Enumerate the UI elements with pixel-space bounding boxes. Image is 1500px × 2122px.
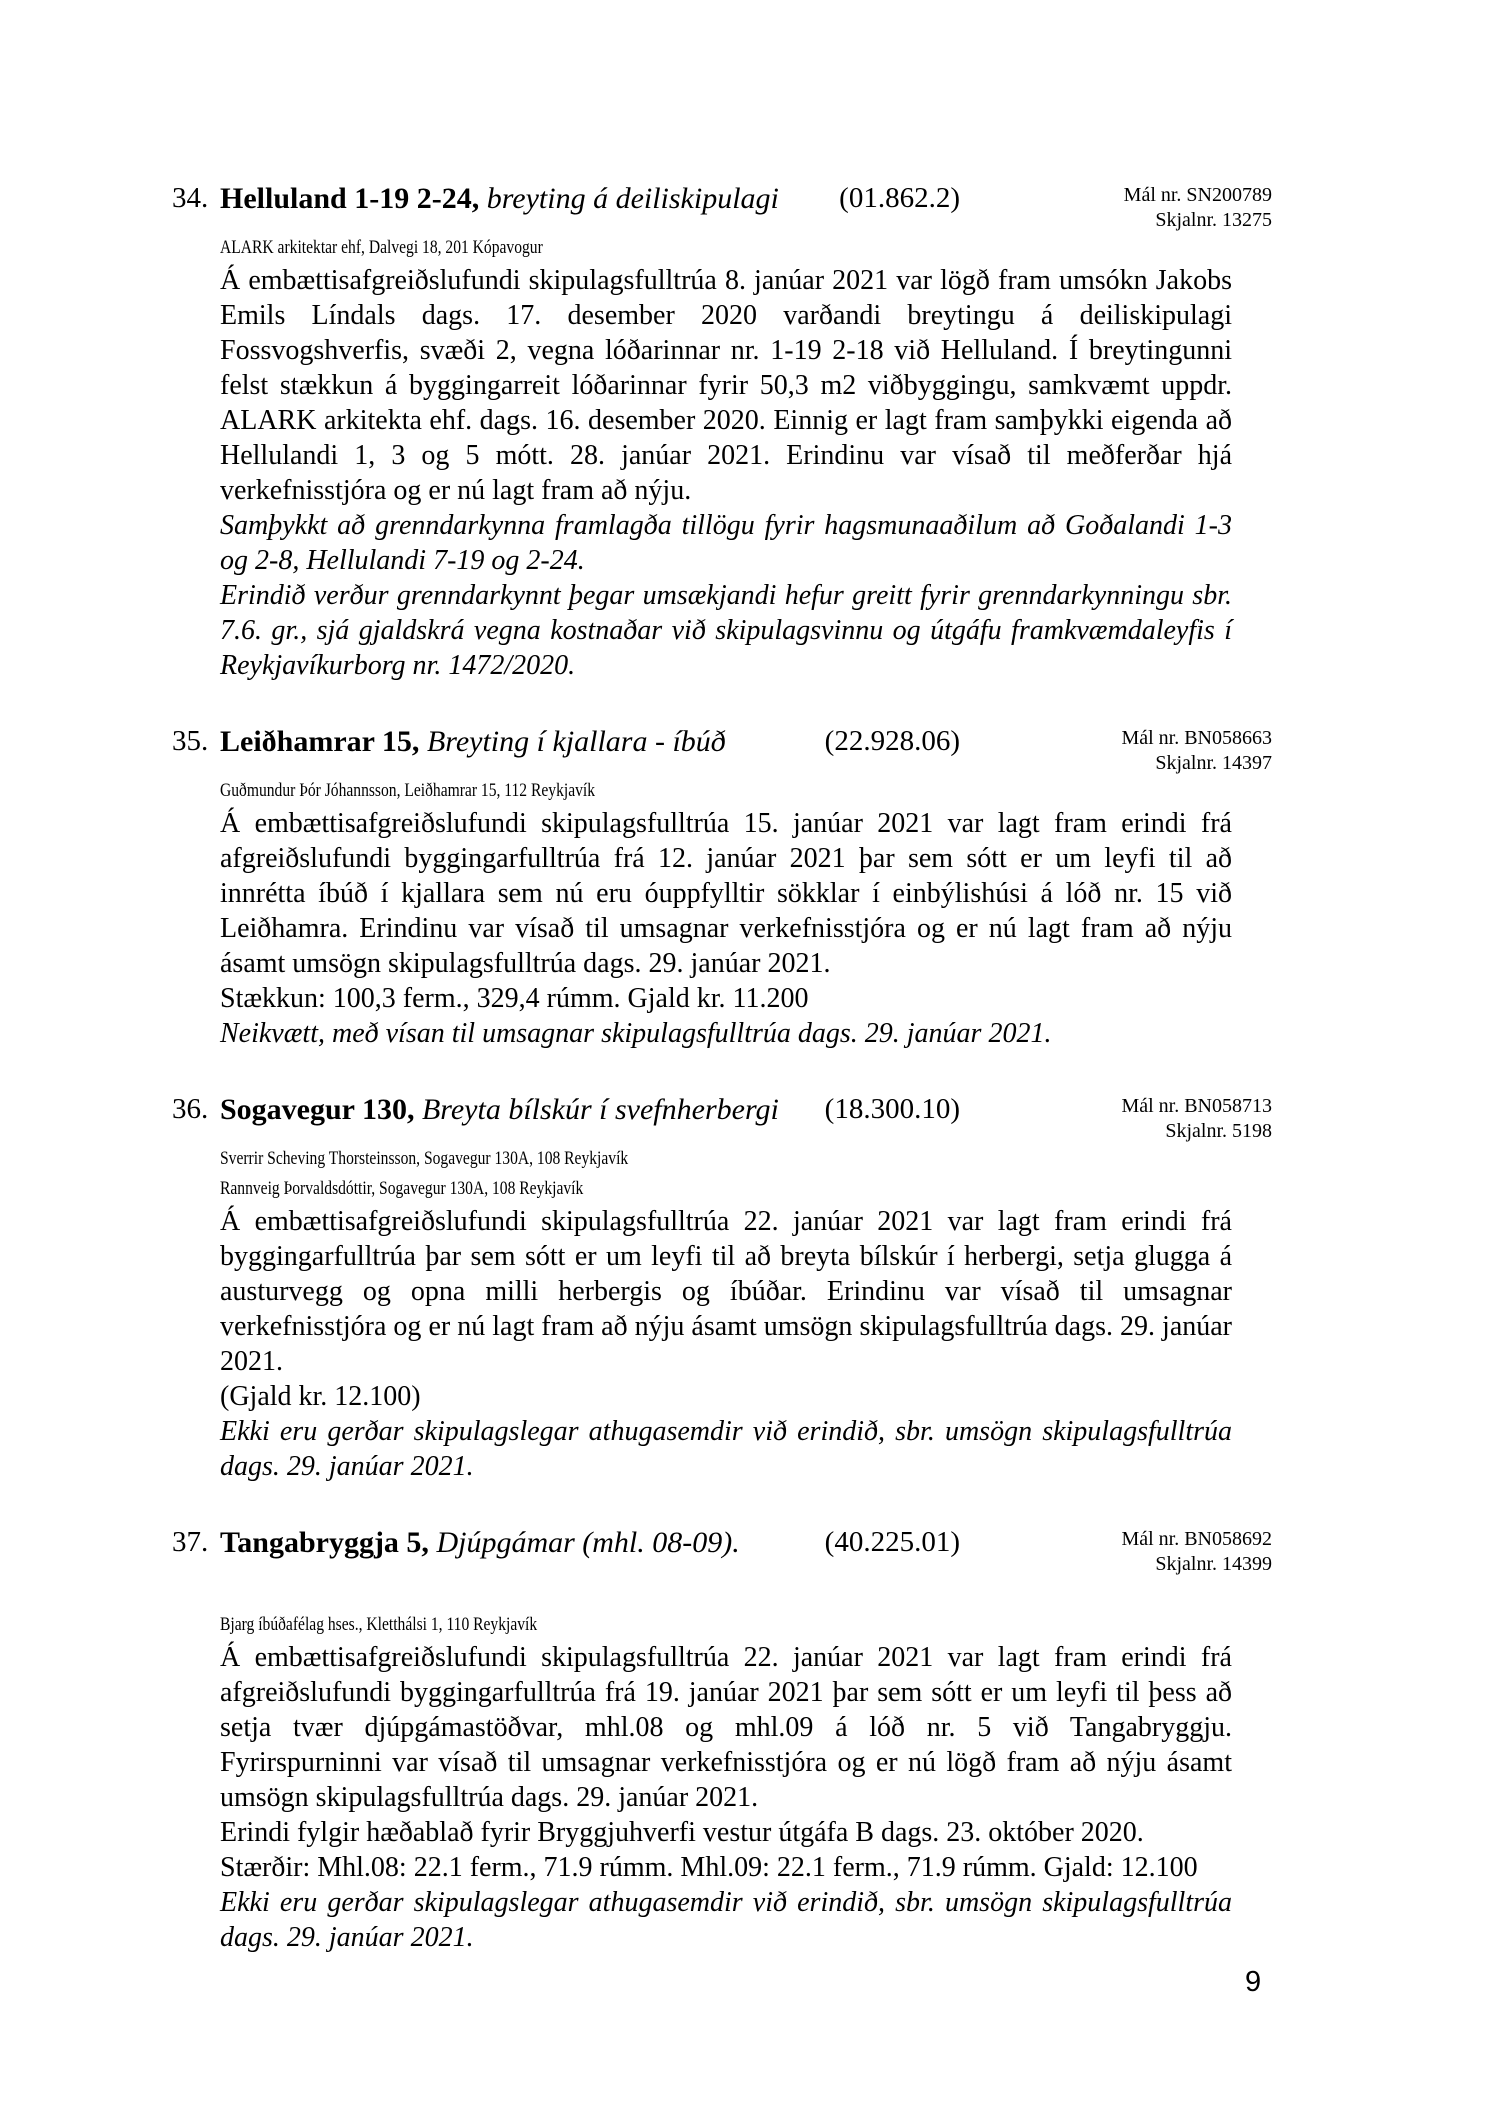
item-title-subject: breyting á deiliskipulagi (486, 182, 779, 215)
item-title (220, 1524, 800, 1561)
item-reference-number: (01.862.2) (839, 182, 960, 214)
item-title-address: Helluland 1-19 2-24, (220, 182, 480, 215)
item-document-number: Skjalnr. 14399 (1155, 1553, 1272, 1575)
item-title (220, 180, 800, 217)
blank-line (220, 1577, 1272, 1610)
item-case-block (960, 1091, 1272, 1144)
item-document-number: Skjalnr. 14397 (1155, 752, 1272, 774)
item-reference-number: (18.300.10) (824, 1093, 960, 1125)
item-content (220, 1524, 1272, 1955)
item-number: 36. (172, 1093, 209, 1125)
applicant-line: Guðmundur Þór Jóhannsson, Leiðhamrar 15, 112 Reykjavík (220, 780, 596, 801)
item-header (220, 1091, 1272, 1144)
item-title (220, 723, 800, 760)
item-case-number: Mál nr. SN200789 (1123, 184, 1272, 206)
decision-paragraph: Neikvætt, með vísan til umsagnar skipulagsfulltrúa dags. 29. janúar 2021. (220, 1018, 1052, 1049)
body-paragraph: Stækkun: 100,3 ferm., 329,4 rúmm. Gjald kr. 11.200 (220, 983, 809, 1014)
applicant-line: Bjarg íbúðafélag hses., Kletthálsi 1, 110 Reykjavík (220, 1614, 538, 1635)
item-applicants (220, 1144, 1272, 1204)
applicant-line: Sverrir Scheving Thorsteinsson, Sogavegur 130A, 108 Reykjavík (220, 1148, 629, 1169)
item-case-number: Mál nr. BN058663 (1121, 727, 1272, 749)
body-paragraph: Erindi fylgir hæðablað fyrir Bryggjuhverfi vestur útgáfa B dags. 23. október 2020. (220, 1817, 1144, 1848)
body-paragraph: Á embættisafgreiðslufundi skipulagsfulltrúa 22. janúar 2021 var lagt fram erindi frá byggingarfulltrúa þar sem sótt er um leyfi til að breyta bílskúr í herbergi, setja glugga á austurvegg og opna milli herbergis og íbúðar. Erindinu var vísað til umsagnar verkefnisstjóra og er nú lagt fram að nýju ásamt umsögn skipulagsfulltrúa dags. 29. janúar 2021. (220, 1206, 1232, 1377)
body-paragraph: Á embættisafgreiðslufundi skipulagsfulltrúa 8. janúar 2021 var lögð fram umsókn Jakobs Emils Líndals dags. 17. desember 2020 varðandi breytingu á deiliskipulagi Fossvogshverfis, svæði 2, vegna lóðarinnar nr. 1-19 2-18 við Helluland. Í breytingunni felst stækkun á byggingarreit lóðarinnar fyrir 50,3 m2 viðbyggingu, samkvæmt uppdr. ALARK arkitekta ehf. dags. 16. desember 2020. Einnig er lagt fram samþykki eigenda að Hellulandi 1, 3 og 5 mótt. 28. janúar 2021. Erindinu var vísað til meðferðar hjá verkefnisstjóra og er nú lagt fram að nýju. (220, 265, 1232, 506)
item-header (220, 180, 1272, 233)
decision-paragraph: Ekki eru gerðar skipulagslegar athugasemdir við erindið, sbr. umsögn skipulagsfulltrúa dags. 29. janúar 2021. (220, 1887, 1232, 1953)
body-paragraph: Á embættisafgreiðslufundi skipulagsfulltrúa 22. janúar 2021 var lagt fram erindi frá afgreiðslufundi byggingarfulltrúa frá 19. janúar 2021 þar sem sótt er um leyfi til þess að setja tvær djúpgámastöðvar, mhl.08 og mhl.09 á lóð nr. 5 við Tangabryggju. Fyrirspurninni var vísað til umsagnar verkefnisstjóra og er nú lögð fram að nýju ásamt umsögn skipulagsfulltrúa dags. 29. janúar 2021. (220, 1642, 1232, 1813)
item-title-subject: Breyta bílskúr í svefnherbergi (421, 1093, 779, 1126)
agenda-item-list (172, 180, 1272, 1955)
body-paragraph: Á embættisafgreiðslufundi skipulagsfulltrúa 15. janúar 2021 var lagt fram erindi frá afgreiðslufundi byggingarfulltrúa frá 12. janúar 2021 þar sem sótt er um leyfi til að innrétta íbúð í kjallara sem nú eru óuppfylltir sökklar í einbýlishúsi á lóð nr. 15 við Leiðhamra. Erindinu var vísað til umsagnar verkefnisstjóra og er nú lagt fram að nýju ásamt umsögn skipulagsfulltrúa dags. 29. janúar 2021. (220, 808, 1232, 979)
agenda-item (172, 723, 1272, 1051)
item-title-subject: Breyting í kjallara - íbúð (426, 725, 726, 758)
item-case-block (960, 723, 1272, 776)
item-title-address: Leiðhamrar 15, (220, 725, 420, 758)
body-paragraph: Stærðir: Mhl.08: 22.1 ferm., 71.9 rúmm. Mhl.09: 22.1 ferm., 71.9 rúmm. Gjald: 12.100 (220, 1852, 1198, 1883)
agenda-item (172, 180, 1272, 683)
item-reference-number: (22.928.06) (824, 725, 960, 757)
decision-paragraph: Erindið verður grenndarkynnt þegar umsækjandi hefur greitt fyrir grenndarkynningu sbr. 7.6. gr., sjá gjaldskrá vegna kostnaðar við skipulagsvinnu og útgáfu framkvæmdaleyfis í Reykjavíkurborg nr. 1472/2020. (220, 580, 1232, 681)
item-case-block (960, 180, 1272, 233)
applicant-line: Rannveig Þorvaldsdóttir, Sogavegur 130A, 108 Reykjavík (220, 1178, 584, 1199)
item-applicants (220, 776, 1272, 806)
page-number: 9 (1245, 1966, 1262, 1998)
item-reference-number: (40.225.01) (824, 1526, 960, 1558)
body-paragraph: (Gjald kr. 12.100) (220, 1381, 421, 1412)
item-content (220, 723, 1272, 1051)
item-number: 37. (172, 1526, 209, 1558)
item-content (220, 180, 1272, 683)
item-content (220, 1091, 1272, 1484)
item-header (220, 1524, 1272, 1577)
item-paragraphs (220, 806, 1232, 1051)
item-title-address: Sogavegur 130, (220, 1093, 415, 1126)
item-case-block (960, 1524, 1272, 1577)
item-paragraphs (220, 263, 1232, 683)
item-document-number: Skjalnr. 13275 (1155, 209, 1272, 231)
agenda-item (172, 1524, 1272, 1955)
applicant-line: ALARK arkitektar ehf, Dalvegi 18, 201 Kópavogur (220, 237, 543, 258)
item-paragraphs (220, 1204, 1232, 1484)
item-applicants (220, 1610, 1272, 1640)
item-header (220, 723, 1272, 776)
item-title-address: Tangabryggja 5, (220, 1526, 429, 1559)
agenda-item (172, 1091, 1272, 1484)
decision-paragraph: Samþykkt að grenndarkynna framlagða tillögu fyrir hagsmunaaðilum að Goðalandi 1-3 og 2-8, Hellulandi 7-19 og 2-24. (220, 510, 1232, 576)
item-title-subject: Djúpgámar (mhl. 08-09). (436, 1526, 740, 1559)
item-case-number: Mál nr. BN058692 (1121, 1528, 1272, 1550)
item-number: 34. (172, 182, 209, 214)
item-title (220, 1091, 800, 1128)
item-number: 35. (172, 725, 209, 757)
item-applicants (220, 233, 1272, 263)
decision-paragraph: Ekki eru gerðar skipulagslegar athugasemdir við erindið, sbr. umsögn skipulagsfulltrúa dags. 29. janúar 2021. (220, 1416, 1232, 1482)
item-paragraphs (220, 1640, 1232, 1955)
item-document-number: Skjalnr. 5198 (1165, 1120, 1272, 1142)
item-case-number: Mál nr. BN058713 (1121, 1095, 1272, 1117)
